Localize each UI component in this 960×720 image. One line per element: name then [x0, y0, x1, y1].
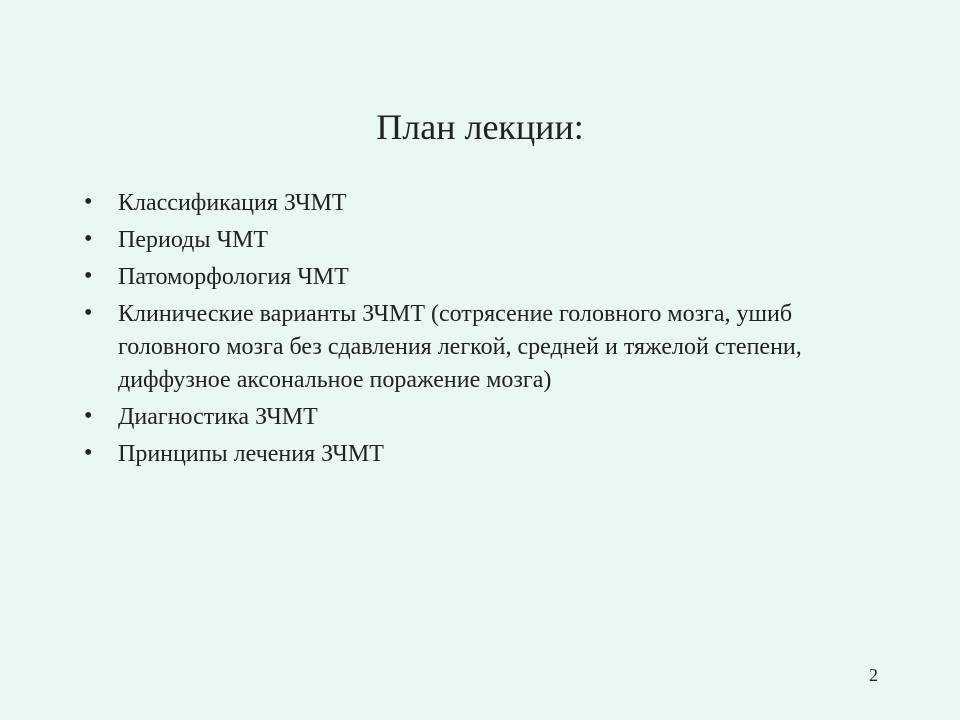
bullet-list — [84, 187, 894, 475]
bullet-item — [84, 298, 894, 397]
bullet-text: Клинические варианты ЗЧМТ (сотрясение головного мозга, ушиб головного мозга без сдавления легкой, средней и тяжелой степени, диффузное аксональное поражение мозга) — [118, 301, 802, 393]
bullet-text: Периоды ЧМТ — [118, 227, 269, 253]
bullet-text: Патоморфология ЧМТ — [118, 264, 349, 290]
bullet-dot-icon: • — [84, 403, 93, 429]
bullet-item — [84, 224, 894, 257]
bullet-item — [84, 438, 894, 471]
bullet-dot-icon: • — [84, 189, 93, 215]
bullet-text: Принципы лечения ЗЧМТ — [118, 441, 384, 467]
page-number: 2 — [869, 665, 878, 685]
bullet-text: Классификация ЗЧМТ — [118, 190, 347, 216]
bullet-dot-icon: • — [84, 440, 93, 466]
slide-title: План лекции: — [376, 107, 584, 147]
bullet-dot-icon: • — [84, 226, 93, 252]
bullet-text: Диагностика ЗЧМТ — [118, 404, 318, 430]
bullet-dot-icon: • — [84, 263, 93, 289]
bullet-item — [84, 261, 894, 294]
bullet-dot-icon: • — [84, 300, 93, 326]
bullet-item — [84, 401, 894, 434]
bullet-item — [84, 187, 894, 220]
